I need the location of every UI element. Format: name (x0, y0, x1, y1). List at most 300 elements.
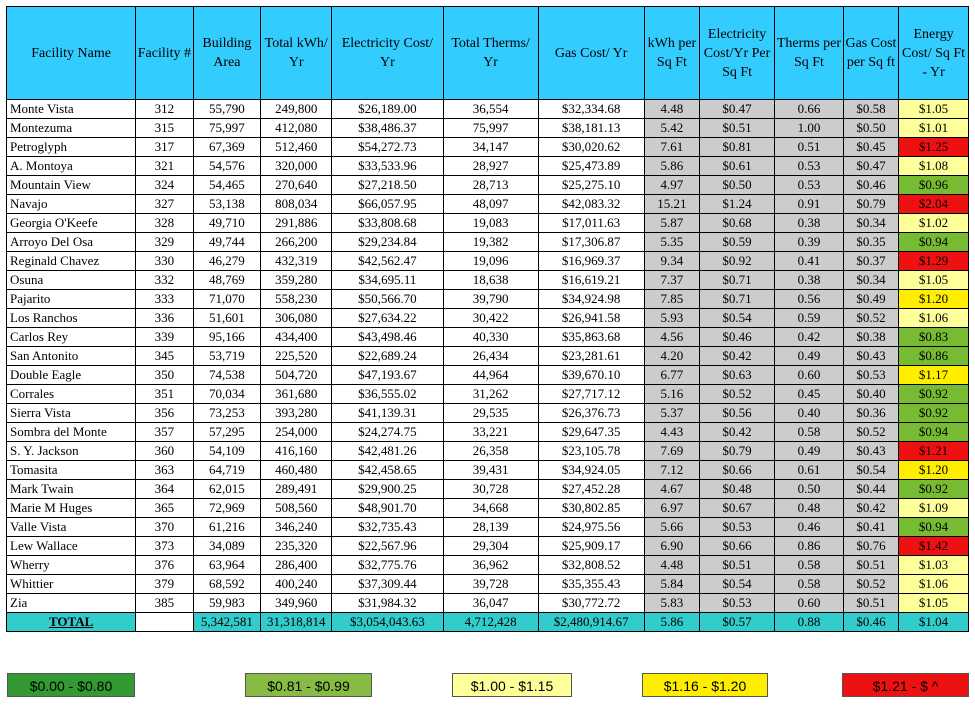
table-row (7, 385, 969, 404)
table-row (7, 537, 969, 556)
facility-number-cell: 317 (136, 138, 193, 157)
gas-cost-cell: $39,670.10 (538, 366, 644, 385)
electricity-cost-per-sqft-cell: $0.79 (700, 442, 775, 461)
legend-range-1: $0.00 - $0.80 (7, 673, 135, 697)
total-kwh-cell: 400,240 (261, 575, 332, 594)
facility-number-cell: 356 (136, 404, 193, 423)
electricity-cost-per-sqft-cell: $0.53 (700, 518, 775, 537)
kwh-per-sqft-cell: 5.93 (644, 309, 699, 328)
total-kwh-cell: 412,080 (261, 119, 332, 138)
energy-cost-per-sqft-cell: $0.94 (899, 233, 969, 252)
facility-name-cell: San Antonito (7, 347, 136, 366)
gas-cost-per-sqft-cell: $0.45 (843, 138, 898, 157)
electricity-cost-cell: $27,634.22 (332, 309, 444, 328)
facility-energy-table (6, 6, 969, 632)
legend-range-5: $1.21 - $ ^ (842, 673, 969, 697)
therms-per-sqft-cell: 0.86 (775, 537, 844, 556)
gas-cost-per-sqft-cell: $0.43 (843, 442, 898, 461)
total-electricity-cost-per-sqft: $0.57 (700, 613, 775, 632)
kwh-per-sqft-cell: 4.97 (644, 176, 699, 195)
electricity-cost-cell: $38,486.37 (332, 119, 444, 138)
electricity-cost-cell: $22,689.24 (332, 347, 444, 366)
building-area-cell: 54,576 (193, 157, 261, 176)
therms-per-sqft-cell: 0.40 (775, 404, 844, 423)
total-therms-cell: 29,304 (443, 537, 538, 556)
gas-cost-cell: $30,802.85 (538, 499, 644, 518)
energy-cost-per-sqft-cell: $1.01 (899, 119, 969, 138)
table-row (7, 480, 969, 499)
header-row (7, 7, 969, 100)
total-kwh-cell: 512,460 (261, 138, 332, 157)
building-area-cell: 48,769 (193, 271, 261, 290)
facility-number-cell: 364 (136, 480, 193, 499)
gas-cost-per-sqft-cell: $0.34 (843, 271, 898, 290)
legend-range-4: $1.16 - $1.20 (642, 673, 768, 697)
total-therms-cell: 19,382 (443, 233, 538, 252)
electricity-cost-per-sqft-cell: $0.56 (700, 404, 775, 423)
total-gas-cost-per-sqft: $0.46 (843, 613, 898, 632)
facility-name-cell: Los Ranchos (7, 309, 136, 328)
total-kwh-cell: 235,320 (261, 537, 332, 556)
total-kwh-cell: 460,480 (261, 461, 332, 480)
facility-number-cell: 312 (136, 100, 193, 119)
building-area-cell: 71,070 (193, 290, 261, 309)
gas-cost-per-sqft-cell: $0.40 (843, 385, 898, 404)
facility-number-cell: 365 (136, 499, 193, 518)
table-row (7, 366, 969, 385)
gas-cost-cell: $23,105.78 (538, 442, 644, 461)
total-therms-cell: 30,422 (443, 309, 538, 328)
facility-name-cell: A. Montoya (7, 157, 136, 176)
gas-cost-cell: $26,376.73 (538, 404, 644, 423)
building-area-cell: 46,279 (193, 252, 261, 271)
building-area-cell: 49,744 (193, 233, 261, 252)
facility-number-cell: 385 (136, 594, 193, 613)
kwh-per-sqft-cell: 6.97 (644, 499, 699, 518)
gas-cost-cell: $25,473.89 (538, 157, 644, 176)
energy-cost-per-sqft-cell: $1.05 (899, 594, 969, 613)
facility-name-cell: Pajarito (7, 290, 136, 309)
table-row (7, 328, 969, 347)
electricity-cost-cell: $36,555.02 (332, 385, 444, 404)
energy-cost-per-sqft-cell: $1.20 (899, 290, 969, 309)
header-gas-cost: Gas Cost/ Yr (538, 7, 644, 100)
facility-name-cell: Osuna (7, 271, 136, 290)
energy-cost-report (6, 6, 969, 632)
therms-per-sqft-cell: 0.53 (775, 176, 844, 195)
total-kwh-cell: 361,680 (261, 385, 332, 404)
total-kwh-cell: 291,886 (261, 214, 332, 233)
total-therms-cell: 36,962 (443, 556, 538, 575)
therms-per-sqft-cell: 0.61 (775, 461, 844, 480)
header-energy-cost-per-sqft: Energy Cost/ Sq Ft - Yr (899, 7, 969, 100)
total-therms-cell: 28,139 (443, 518, 538, 537)
gas-cost-cell: $17,306.87 (538, 233, 644, 252)
building-area-cell: 70,034 (193, 385, 261, 404)
electricity-cost-cell: $34,695.11 (332, 271, 444, 290)
table-row (7, 214, 969, 233)
gas-cost-per-sqft-cell: $0.53 (843, 366, 898, 385)
facility-number-cell: 328 (136, 214, 193, 233)
electricity-cost-cell: $26,189.00 (332, 100, 444, 119)
table-row (7, 423, 969, 442)
electricity-cost-per-sqft-cell: $0.50 (700, 176, 775, 195)
table-row (7, 100, 969, 119)
gas-cost-per-sqft-cell: $0.52 (843, 575, 898, 594)
total-kwh-cell: 320,000 (261, 157, 332, 176)
total-kwh-cell: 225,520 (261, 347, 332, 366)
electricity-cost-per-sqft-cell: $0.53 (700, 594, 775, 613)
therms-per-sqft-cell: 0.59 (775, 309, 844, 328)
gas-cost-per-sqft-cell: $0.54 (843, 461, 898, 480)
total-therms: 4,712,428 (443, 613, 538, 632)
total-kwh-cell: 416,160 (261, 442, 332, 461)
facility-number-cell: 333 (136, 290, 193, 309)
electricity-cost-per-sqft-cell: $0.71 (700, 290, 775, 309)
electricity-cost-per-sqft-cell: $0.71 (700, 271, 775, 290)
energy-cost-per-sqft-cell: $0.94 (899, 518, 969, 537)
gas-cost-per-sqft-cell: $0.46 (843, 176, 898, 195)
facility-number-cell: 321 (136, 157, 193, 176)
header-facility-name: Facility Name (7, 7, 136, 100)
therms-per-sqft-cell: 0.48 (775, 499, 844, 518)
electricity-cost-cell: $24,274.75 (332, 423, 444, 442)
facility-name-cell: Petroglyph (7, 138, 136, 157)
energy-cost-per-sqft-cell: $1.08 (899, 157, 969, 176)
electricity-cost-cell: $29,900.25 (332, 480, 444, 499)
electricity-cost-per-sqft-cell: $0.67 (700, 499, 775, 518)
kwh-per-sqft-cell: 4.20 (644, 347, 699, 366)
electricity-cost-per-sqft-cell: $0.48 (700, 480, 775, 499)
energy-cost-per-sqft-cell: $1.09 (899, 499, 969, 518)
facility-name-cell: Marie M Huges (7, 499, 136, 518)
gas-cost-per-sqft-cell: $0.76 (843, 537, 898, 556)
energy-cost-per-sqft-cell: $0.83 (899, 328, 969, 347)
therms-per-sqft-cell: 0.49 (775, 442, 844, 461)
total-therms-per-sqft: 0.88 (775, 613, 844, 632)
total-therms-cell: 33,221 (443, 423, 538, 442)
energy-cost-per-sqft-cell: $0.92 (899, 404, 969, 423)
kwh-per-sqft-cell: 7.12 (644, 461, 699, 480)
kwh-per-sqft-cell: 5.83 (644, 594, 699, 613)
gas-cost-cell: $34,924.98 (538, 290, 644, 309)
electricity-cost-cell: $48,901.70 (332, 499, 444, 518)
kwh-per-sqft-cell: 4.43 (644, 423, 699, 442)
building-area-cell: 73,253 (193, 404, 261, 423)
facility-name-cell: Montezuma (7, 119, 136, 138)
energy-cost-per-sqft-cell: $2.04 (899, 195, 969, 214)
electricity-cost-cell: $47,193.67 (332, 366, 444, 385)
therms-per-sqft-cell: 1.00 (775, 119, 844, 138)
energy-cost-per-sqft-cell: $1.17 (899, 366, 969, 385)
energy-cost-per-sqft-cell: $0.96 (899, 176, 969, 195)
total-therms-cell: 28,927 (443, 157, 538, 176)
building-area-cell: 53,719 (193, 347, 261, 366)
total-kwh-cell: 249,800 (261, 100, 332, 119)
total-kwh-cell: 359,280 (261, 271, 332, 290)
kwh-per-sqft-cell: 6.90 (644, 537, 699, 556)
total-kwh-per-sqft: 5.86 (644, 613, 699, 632)
electricity-cost-cell: $32,735.43 (332, 518, 444, 537)
electricity-cost-cell: $33,808.68 (332, 214, 444, 233)
gas-cost-per-sqft-cell: $0.36 (843, 404, 898, 423)
energy-cost-per-sqft-cell: $0.94 (899, 423, 969, 442)
facility-number-cell: 332 (136, 271, 193, 290)
building-area-cell: 61,216 (193, 518, 261, 537)
kwh-per-sqft-cell: 5.86 (644, 157, 699, 176)
gas-cost-cell: $25,275.10 (538, 176, 644, 195)
gas-cost-per-sqft-cell: $0.38 (843, 328, 898, 347)
electricity-cost-per-sqft-cell: $0.42 (700, 347, 775, 366)
total-energy-cost-per-sqft: $1.04 (899, 613, 969, 632)
total-therms-cell: 31,262 (443, 385, 538, 404)
therms-per-sqft-cell: 0.49 (775, 347, 844, 366)
gas-cost-per-sqft-cell: $0.41 (843, 518, 898, 537)
gas-cost-per-sqft-cell: $0.35 (843, 233, 898, 252)
energy-cost-per-sqft-cell: $1.06 (899, 309, 969, 328)
energy-cost-per-sqft-cell: $0.92 (899, 385, 969, 404)
gas-cost-cell: $34,924.05 (538, 461, 644, 480)
total-row (7, 613, 969, 632)
total-therms-cell: 39,790 (443, 290, 538, 309)
legend-range-2: $0.81 - $0.99 (245, 673, 372, 697)
header-building-area: Building Area (193, 7, 261, 100)
gas-cost-per-sqft-cell: $0.52 (843, 309, 898, 328)
kwh-per-sqft-cell: 4.48 (644, 556, 699, 575)
total-therms-cell: 34,147 (443, 138, 538, 157)
total-therms-cell: 26,358 (443, 442, 538, 461)
electricity-cost-per-sqft-cell: $0.63 (700, 366, 775, 385)
electricity-cost-per-sqft-cell: $0.42 (700, 423, 775, 442)
facility-number-cell: 351 (136, 385, 193, 404)
electricity-cost-per-sqft-cell: $0.47 (700, 100, 775, 119)
therms-per-sqft-cell: 0.39 (775, 233, 844, 252)
facility-name-cell: S. Y. Jackson (7, 442, 136, 461)
gas-cost-cell: $16,619.21 (538, 271, 644, 290)
total-kwh-cell: 808,034 (261, 195, 332, 214)
energy-cost-per-sqft-cell: $1.25 (899, 138, 969, 157)
kwh-per-sqft-cell: 4.67 (644, 480, 699, 499)
table-row (7, 404, 969, 423)
building-area-cell: 49,710 (193, 214, 261, 233)
facility-name-cell: Lew Wallace (7, 537, 136, 556)
table-row (7, 347, 969, 366)
energy-cost-per-sqft-cell: $1.06 (899, 575, 969, 594)
facility-name-cell: Mark Twain (7, 480, 136, 499)
kwh-per-sqft-cell: 6.77 (644, 366, 699, 385)
kwh-per-sqft-cell: 4.48 (644, 100, 699, 119)
electricity-cost-cell: $50,566.70 (332, 290, 444, 309)
electricity-cost-cell: $66,057.95 (332, 195, 444, 214)
gas-cost-per-sqft-cell: $0.37 (843, 252, 898, 271)
header-therms-per-sqft: Therms per Sq Ft (775, 7, 844, 100)
therms-per-sqft-cell: 0.60 (775, 366, 844, 385)
total-kwh-cell: 254,000 (261, 423, 332, 442)
electricity-cost-per-sqft-cell: $0.68 (700, 214, 775, 233)
building-area-cell: 63,964 (193, 556, 261, 575)
energy-cost-per-sqft-cell: $1.02 (899, 214, 969, 233)
therms-per-sqft-cell: 0.60 (775, 594, 844, 613)
electricity-cost-cell: $31,984.32 (332, 594, 444, 613)
therms-per-sqft-cell: 0.50 (775, 480, 844, 499)
gas-cost-cell: $27,717.12 (538, 385, 644, 404)
table-row (7, 252, 969, 271)
facility-number-cell: 379 (136, 575, 193, 594)
energy-cost-per-sqft-cell: $1.42 (899, 537, 969, 556)
electricity-cost-per-sqft-cell: $0.66 (700, 461, 775, 480)
total-kwh-cell: 393,280 (261, 404, 332, 423)
building-area-cell: 51,601 (193, 309, 261, 328)
total-therms-cell: 36,047 (443, 594, 538, 613)
header-gas-cost-per-sqft: Gas Cost per Sq ft (843, 7, 898, 100)
energy-cost-per-sqft-cell: $0.86 (899, 347, 969, 366)
electricity-cost-per-sqft-cell: $0.54 (700, 575, 775, 594)
kwh-per-sqft-cell: 5.87 (644, 214, 699, 233)
gas-cost-cell: $26,941.58 (538, 309, 644, 328)
gas-cost-cell: $30,020.62 (538, 138, 644, 157)
gas-cost-per-sqft-cell: $0.34 (843, 214, 898, 233)
table-row (7, 271, 969, 290)
total-gas-cost: $2,480,914.67 (538, 613, 644, 632)
gas-cost-cell: $30,772.72 (538, 594, 644, 613)
energy-cost-per-sqft-cell: $1.29 (899, 252, 969, 271)
gas-cost-cell: $25,909.17 (538, 537, 644, 556)
gas-cost-cell: $35,355.43 (538, 575, 644, 594)
building-area-cell: 74,538 (193, 366, 261, 385)
facility-number-cell: 360 (136, 442, 193, 461)
gas-cost-per-sqft-cell: $0.79 (843, 195, 898, 214)
table-row (7, 233, 969, 252)
energy-cost-per-sqft-cell: $1.21 (899, 442, 969, 461)
electricity-cost-cell: $43,498.46 (332, 328, 444, 347)
total-kwh-cell: 349,960 (261, 594, 332, 613)
therms-per-sqft-cell: 0.56 (775, 290, 844, 309)
building-area-cell: 62,015 (193, 480, 261, 499)
kwh-per-sqft-cell: 5.84 (644, 575, 699, 594)
energy-cost-per-sqft-cell: $0.92 (899, 480, 969, 499)
gas-cost-cell: $42,083.32 (538, 195, 644, 214)
gas-cost-per-sqft-cell: $0.44 (843, 480, 898, 499)
electricity-cost-per-sqft-cell: $0.61 (700, 157, 775, 176)
electricity-cost-cell: $29,234.84 (332, 233, 444, 252)
electricity-cost-cell: $54,272.73 (332, 138, 444, 157)
facility-name-cell: Sierra Vista (7, 404, 136, 423)
gas-cost-per-sqft-cell: $0.43 (843, 347, 898, 366)
total-therms-cell: 48,097 (443, 195, 538, 214)
electricity-cost-per-sqft-cell: $0.51 (700, 556, 775, 575)
facility-name-cell: Navajo (7, 195, 136, 214)
total-kwh-cell: 432,319 (261, 252, 332, 271)
electricity-cost-cell: $22,567.96 (332, 537, 444, 556)
table-row (7, 518, 969, 537)
gas-cost-cell: $32,334.68 (538, 100, 644, 119)
electricity-cost-per-sqft-cell: $0.92 (700, 252, 775, 271)
table-row (7, 309, 969, 328)
total-kwh-cell: 306,080 (261, 309, 332, 328)
facility-name-cell: Monte Vista (7, 100, 136, 119)
total-kwh-cell: 286,400 (261, 556, 332, 575)
facility-name-cell: Whittier (7, 575, 136, 594)
electricity-cost-per-sqft-cell: $0.66 (700, 537, 775, 556)
gas-cost-cell: $38,181.13 (538, 119, 644, 138)
therms-per-sqft-cell: 0.66 (775, 100, 844, 119)
gas-cost-cell: $23,281.61 (538, 347, 644, 366)
therms-per-sqft-cell: 0.38 (775, 214, 844, 233)
facility-number-cell: 324 (136, 176, 193, 195)
facility-number-cell: 376 (136, 556, 193, 575)
gas-cost-per-sqft-cell: $0.42 (843, 499, 898, 518)
building-area-cell: 75,997 (193, 119, 261, 138)
facility-number-cell: 315 (136, 119, 193, 138)
total-therms-cell: 75,997 (443, 119, 538, 138)
building-area-cell: 54,465 (193, 176, 261, 195)
building-area-cell: 54,109 (193, 442, 261, 461)
electricity-cost-cell: $42,481.26 (332, 442, 444, 461)
table-row (7, 195, 969, 214)
kwh-per-sqft-cell: 7.69 (644, 442, 699, 461)
building-area-cell: 95,166 (193, 328, 261, 347)
building-area-cell: 64,719 (193, 461, 261, 480)
facility-name-cell: Double Eagle (7, 366, 136, 385)
therms-per-sqft-cell: 0.58 (775, 423, 844, 442)
therms-per-sqft-cell: 0.42 (775, 328, 844, 347)
total-kwh-cell: 504,720 (261, 366, 332, 385)
facility-name-cell: Zia (7, 594, 136, 613)
facility-number-cell: 329 (136, 233, 193, 252)
header-total-kwh: Total kWh/ Yr (261, 7, 332, 100)
table-row (7, 176, 969, 195)
total-kwh: 31,318,814 (261, 613, 332, 632)
kwh-per-sqft-cell: 5.16 (644, 385, 699, 404)
electricity-cost-per-sqft-cell: $0.52 (700, 385, 775, 404)
total-therms-cell: 29,535 (443, 404, 538, 423)
table-row (7, 575, 969, 594)
electricity-cost-per-sqft-cell: $0.54 (700, 309, 775, 328)
table-row (7, 157, 969, 176)
gas-cost-per-sqft-cell: $0.50 (843, 119, 898, 138)
therms-per-sqft-cell: 0.46 (775, 518, 844, 537)
energy-cost-per-sqft-cell: $1.20 (899, 461, 969, 480)
total-kwh-cell: 508,560 (261, 499, 332, 518)
therms-per-sqft-cell: 0.91 (775, 195, 844, 214)
kwh-per-sqft-cell: 5.35 (644, 233, 699, 252)
facility-name-cell: Sombra del Monte (7, 423, 136, 442)
building-area-cell: 67,369 (193, 138, 261, 157)
kwh-per-sqft-cell: 5.37 (644, 404, 699, 423)
legend-range-3: $1.00 - $1.15 (452, 673, 572, 697)
total-therms-cell: 36,554 (443, 100, 538, 119)
facility-number-cell: 350 (136, 366, 193, 385)
gas-cost-per-sqft-cell: $0.51 (843, 594, 898, 613)
total-therms-cell: 40,330 (443, 328, 538, 347)
electricity-cost-cell: $42,562.47 (332, 252, 444, 271)
total-kwh-cell: 270,640 (261, 176, 332, 195)
building-area-cell: 57,295 (193, 423, 261, 442)
table-row (7, 138, 969, 157)
total-therms-cell: 26,434 (443, 347, 538, 366)
electricity-cost-per-sqft-cell: $0.51 (700, 119, 775, 138)
kwh-per-sqft-cell: 5.42 (644, 119, 699, 138)
facility-number-cell: 336 (136, 309, 193, 328)
therms-per-sqft-cell: 0.58 (775, 556, 844, 575)
header-kwh-per-sqft: kWh per Sq Ft (644, 7, 699, 100)
facility-name-cell: Corrales (7, 385, 136, 404)
total-therms-cell: 34,668 (443, 499, 538, 518)
gas-cost-cell: $27,452.28 (538, 480, 644, 499)
total-therms-cell: 19,083 (443, 214, 538, 233)
facility-number-cell: 373 (136, 537, 193, 556)
therms-per-sqft-cell: 0.58 (775, 575, 844, 594)
